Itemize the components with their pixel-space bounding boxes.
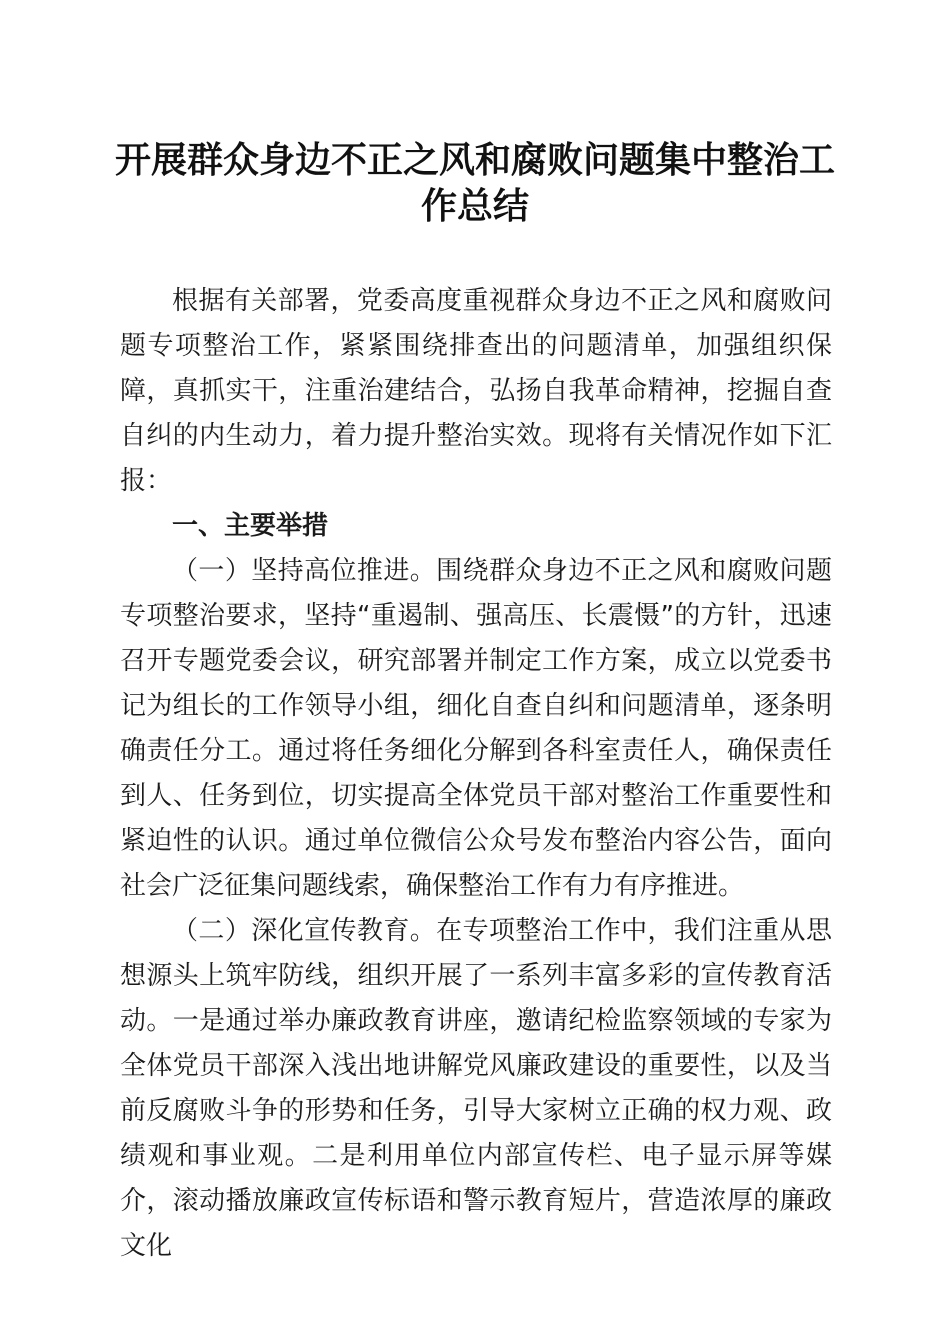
item-1-paragraph <box>120 549 832 909</box>
item-2-lead: （二）深化宣传教育。 <box>172 916 437 946</box>
intro-paragraph: 根据有关部署，党委高度重视群众身边不正之风和腐败问题专项整治工作，紧紧围绕排查出的问题清单，加强组织保障，真抓实干，注重治建结合，弘扬自我革命精神，挖掘自查自纠的内生动力，着力提升整治实效。现将有关情况作如下汇报： <box>120 286 832 496</box>
item-2-paragraph <box>120 909 832 1269</box>
item-2-text: 在专项整治工作中，我们注重从思想源头上筑牢防线，组织开展了一系列丰富多彩的宣传教育活动。一是通过举办廉政教育讲座，邀请纪检监察领域的专家为全体党员干部深入浅出地讲解党风廉政建设的重要性，以及当前反腐败斗争的形势和任务，引导大家树立正确的权力观、政绩观和事业观。二是利用单位内部宣传栏、电子显示屏等媒介，滚动播放廉政宣传标语和警示教育短片，营造浓厚的廉政文化 <box>120 916 832 1261</box>
section-heading-main-measures: 一、主要举措 <box>172 511 329 541</box>
item-1-text: 围绕群众身边不正之风和腐败问题专项整治要求，坚持“重遏制、强高压、长震慑”的方针，迅速召开专题党委会议，研究部署并制定工作方案，成立以党委书记为组长的工作领导小组，细化自查自纠和问题清单，逐条明确责任分工。通过将任务细化分解到各科室责任人，确保责任到人、任务到位，切实提高全体党员干部对整治工作重要性和紧迫性的认识。通过单位微信公众号发布整治内容公告，面向社会广泛征集问题线索，确保整治工作有力有序推进。 <box>120 556 832 901</box>
item-1-lead: （一）坚持高位推进。 <box>172 556 437 586</box>
document-title: 开展群众身边不正之风和腐败问题集中整治工作总结 <box>114 139 835 227</box>
document-body <box>120 279 832 1269</box>
